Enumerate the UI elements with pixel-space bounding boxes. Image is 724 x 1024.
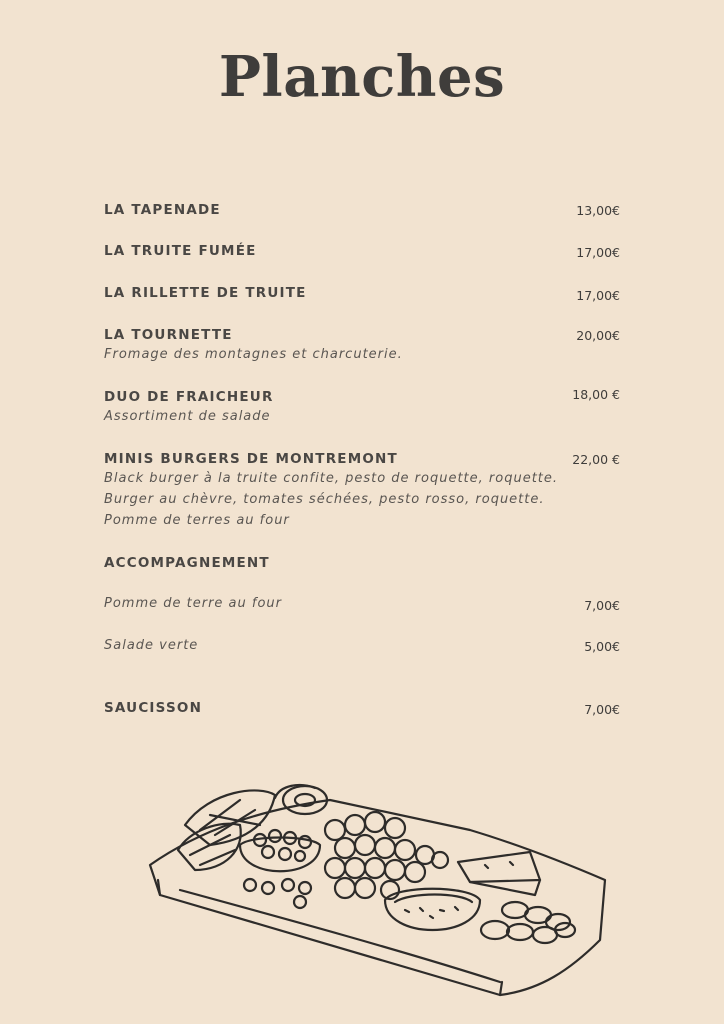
charcuterie-board-illustration (140, 770, 620, 1005)
section-heading: ACCOMPAGNEMENT (104, 555, 270, 571)
menu-item-price: 17,00€ (576, 245, 620, 260)
menu-item-description: Fromage des montagnes et charcuterie. (104, 347, 403, 362)
side-item-name: Salade verte (104, 638, 199, 653)
menu-item-name: LA TRUITE FUMÉE (104, 243, 257, 259)
menu-item-name: SAUCISSON (104, 700, 203, 716)
side-item-price: 7,00€ (584, 598, 620, 613)
menu-item-name: MINIS BURGERS DE MONTREMONT (104, 451, 398, 467)
side-item-price: 5,00€ (584, 639, 620, 654)
menu-item-price: 18,00 € (572, 387, 620, 402)
menu-item-price: 20,00€ (576, 328, 620, 343)
menu-item-price: 22,00 € (572, 452, 620, 467)
menu-item-name: LA TOURNETTE (104, 327, 233, 343)
menu-item-price: 7,00€ (584, 702, 620, 717)
menu-item-description: Assortiment de salade (104, 409, 271, 424)
menu-item-name: LA TAPENADE (104, 202, 221, 218)
menu-item-description: Burger au chèvre, tomates séchées, pesto rosso, roquette. (104, 492, 545, 507)
page-title: Planches (218, 44, 506, 110)
menu-item-description: Black burger à la truite confite, pesto de roquette, roquette. (104, 471, 559, 486)
menu-item-name: LA RILLETTE DE TRUITE (104, 285, 307, 301)
menu-item-price: 17,00€ (576, 288, 620, 303)
menu-item-description: Pomme de terres au four (104, 513, 290, 528)
menu-item-price: 13,00€ (576, 203, 620, 218)
menu-item-name: DUO DE FRAICHEUR (104, 389, 274, 405)
side-item-name: Pomme de terre au four (104, 596, 282, 611)
